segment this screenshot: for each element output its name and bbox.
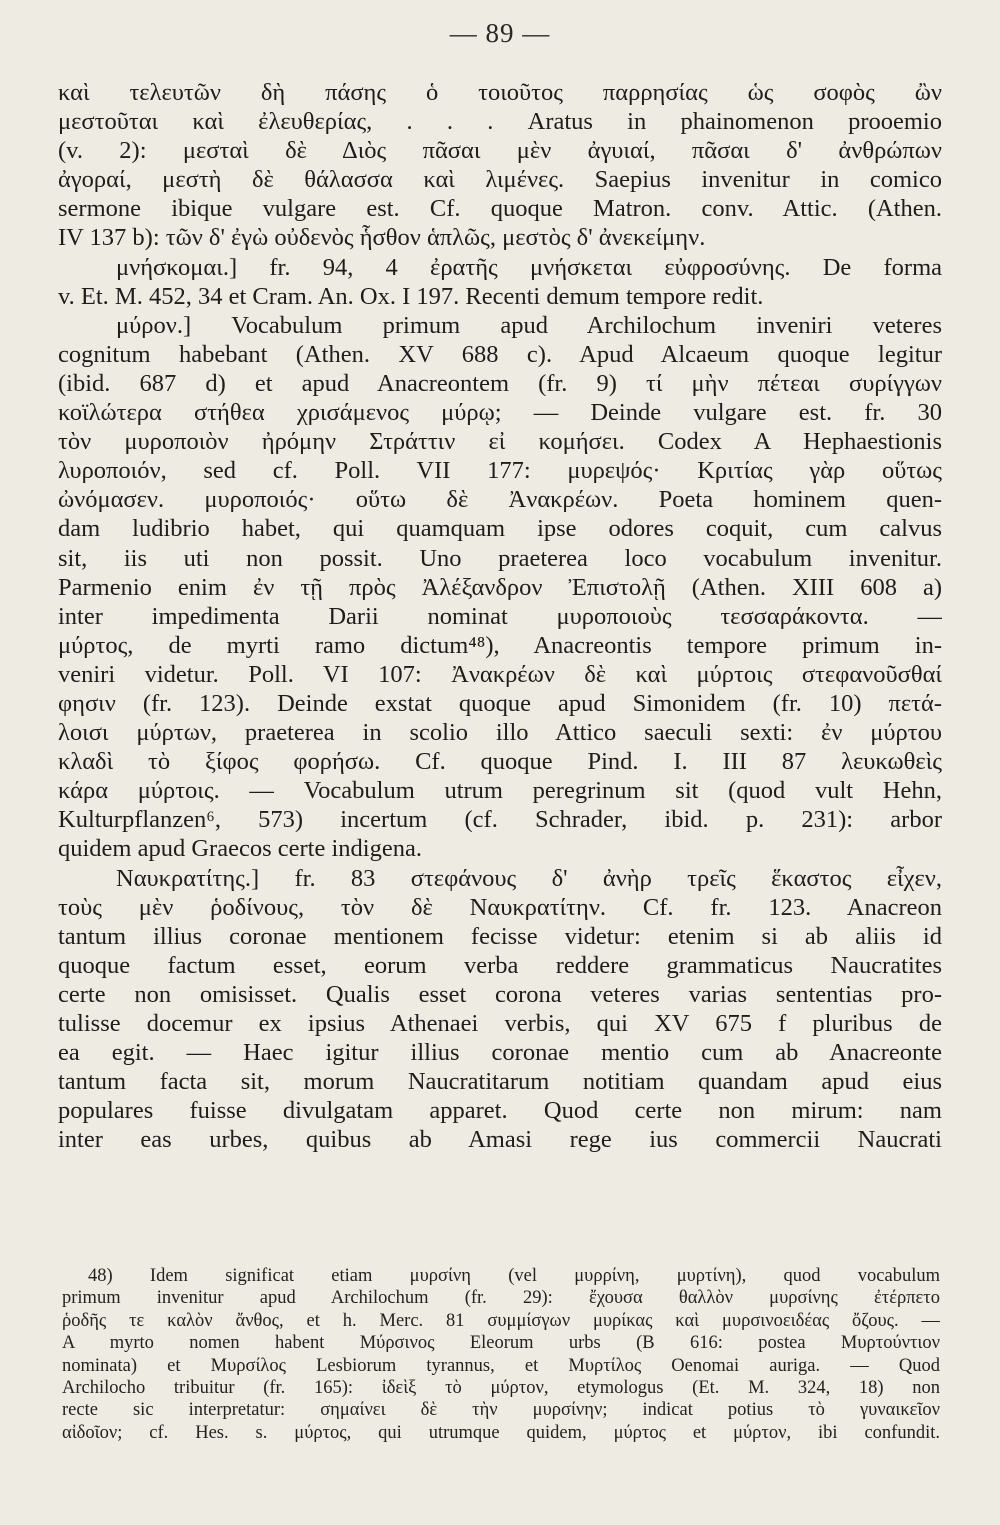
text-line: sit, iis uti non possit. Uno praeterea loco vocabulum invenitur. xyxy=(58,544,942,572)
text-line: λυροποιόν, sed cf. Poll. VII 177: μυρεψός· Κριτίας γὰρ οὕτως xyxy=(58,457,942,485)
text-line: tulisse docemur ex ipsius Athenaei verbis, qui XV 675 f pluribus de xyxy=(58,1010,942,1037)
text-line: φησιν (fr. 123). Deinde exstat quoque apud Simonidem (fr. 10) πετά- xyxy=(58,689,942,717)
text-line: (ibid. 687 d) et apud Anacreontem (fr. 9) τί μὴν πέτεαι συρίγγων xyxy=(58,369,942,397)
text-line: ὠνόμασεν. μυροποιός· οὕτω δὲ Ἀνακρέων. Poeta hominem quen- xyxy=(58,486,942,514)
text-line: tantum facta sit, morum Naucratitarum notitiam quandam apud eius xyxy=(58,1068,942,1096)
text-line: καὶ τελευτῶν δὴ πάσης ὁ τοιοῦτος παρρησίας ὡς σοφὸς ὢν xyxy=(58,79,942,106)
text-line: κλαδὶ τὸ ξίφος φορήσω. Cf. quoque Pind. I. III 87 λευκωθεὶς xyxy=(58,748,942,776)
text-line: (v. 2): μεσταὶ δὲ Διὸς πᾶσαι μὲν ἀγυιαί, πᾶσαι δ' ἀνθρώπων xyxy=(58,137,942,165)
text-line: dam ludibrio habet, qui quamquam ipse odores coquit, cum calvus xyxy=(58,515,942,543)
text-line: μνήσκομαι.] fr. 94, 4 ἐρατῆς μνήσκεται εὐφροσύνης. De forma xyxy=(116,253,942,281)
text-line: inter impedimenta Darii nominat μυροποιοὺς τεσσαράκοντα. — xyxy=(58,602,942,630)
footnote-line: nominata) et Μυρσίλος Lesbiorum tyrannus, et Μυρτίλος Oenomai auriga. — Quod xyxy=(62,1355,940,1376)
text-line: τὸν μυροποιὸν ἠρόμην Στράττιν εἰ κομήσει. Codex A Hephaestionis xyxy=(58,428,942,456)
footnote-line: Archilocho tribuitur (fr. 165): ἰδεὶξ τὸ μύρτον, etymologus (Et. M. 324, 18) non xyxy=(62,1377,940,1398)
footnote-line: 48) Idem significat etiam μυρσίνη (vel μυρρίνη, μυρτίνη), quod vocabulum xyxy=(88,1266,940,1286)
footnote-line: A myrto nomen habent Μύρσινος Eleorum urbs (B 616: postea Μυρτούντιον xyxy=(62,1333,940,1354)
text-line: tantum illius coronae mentionem fecisse videtur: etenim si ab aliis id xyxy=(58,922,942,950)
text-line: κοϊλώτερα στήθεα χρισάμενος μύρῳ; — Deinde vulgare est. fr. 30 xyxy=(58,399,942,427)
footnote-line: ῥοδῆς τε καλὸν ἄνθος, et h. Merc. 81 συμμίσγων μυρίκας καὶ μυρσινοειδέας ὄζους. — xyxy=(62,1310,940,1331)
footnote-block xyxy=(62,1265,940,1444)
text-line: κάρα μύρτοις. — Vocabulum utrum peregrinum sit (quod vult Hehn, xyxy=(58,777,942,805)
text-line: IV 137 b): τῶν δ' ἐγὼ οὐδενὸς ἧσθον ἁπλῶς, μεστὸς δ' ἀνεκείμην. xyxy=(58,224,706,252)
text-line: quidem apud Graecos certe indigena. xyxy=(58,835,422,863)
main-text xyxy=(58,78,942,1154)
text-line: Ναυκρατίτης.] fr. 83 στεφάνους δ' ἀνὴρ τρεῖς ἕκαστος εἶχεν, xyxy=(116,864,942,892)
text-line: ἀγοραί, μεστὴ δὲ θάλασσα καὶ λιμένες. Saepius invenitur in comico xyxy=(58,166,942,194)
page-number: — 89 — xyxy=(449,18,551,48)
text-line: Kulturpflanzen⁶, 573) incertum (cf. Schrader, ibid. p. 231): arbor xyxy=(58,806,942,834)
text-line: veniri videtur. Poll. VI 107: Ἀνακρέων δὲ καὶ μύρτοις στεφανοῦσθαί xyxy=(58,660,942,688)
text-line: ea egit. — Haec igitur illius coronae mentio cum ab Anacreonte xyxy=(58,1039,942,1067)
text-line: cognitum habebant (Athen. XV 688 c). Apud Alcaeum quoque legitur xyxy=(58,340,942,368)
text-line: μεστοῦται καὶ ἐλευθερίας, . . . Aratus in phainomenon prooemio xyxy=(58,108,942,136)
text-line: inter eas urbes, quibus ab Amasi rege ius commercii Naucrati xyxy=(58,1126,942,1154)
text-line: Parmenio enim ἐν τῇ πρὸς Ἀλέξανδρον Ἐπιστολῇ (Athen. XIII 608 a) xyxy=(58,573,942,601)
text-line: sermone ibique vulgare est. Cf. quoque Matron. conv. Attic. (Athen. xyxy=(58,195,942,223)
text-line: λοισι μύρτων, praeterea in scolio illo Attico saeculi sexti: ἐν μύρτου xyxy=(58,719,942,747)
footnote-line: recte sic interpretatur: σημαίνει δὲ τὴν μυρσίνην; indicat potius τὸ γυναικεῖον xyxy=(62,1400,940,1421)
text-line: μύρτος, de myrti ramo dictum⁴⁸), Anacreontis tempore primum in- xyxy=(58,631,942,659)
text-line: quoque factum esset, eorum verba reddere grammaticus Naucratites xyxy=(58,951,942,979)
footnote-line: αἰδοῖον; cf. Hes. s. μύρτος, qui utrumque quidem, μύρτος et μύρτον, ibi confundit. xyxy=(62,1422,940,1443)
text-line: v. Et. M. 452, 34 et Cram. An. Ox. I 197. Recenti demum tempore redit. xyxy=(58,282,764,310)
text-line: certe non omisisset. Qualis esset corona veteres varias sententias pro- xyxy=(58,980,942,1008)
text-line: populares fuisse divulgatam apparet. Quod certe non mirum: nam xyxy=(58,1097,942,1125)
text-line: μύρον.] Vocabulum primum apud Archilochum inveniri veteres xyxy=(116,311,942,339)
text-line: τοὺς μὲν ῥοδίνους, τὸν δὲ Ναυκρατίτην. Cf. fr. 123. Anacreon xyxy=(58,893,942,921)
footnote-line: primum invenitur apud Archilochum (fr. 29): ἔχουσα θαλλὸν μυρσίνης ἐτέρπετο xyxy=(62,1288,940,1309)
